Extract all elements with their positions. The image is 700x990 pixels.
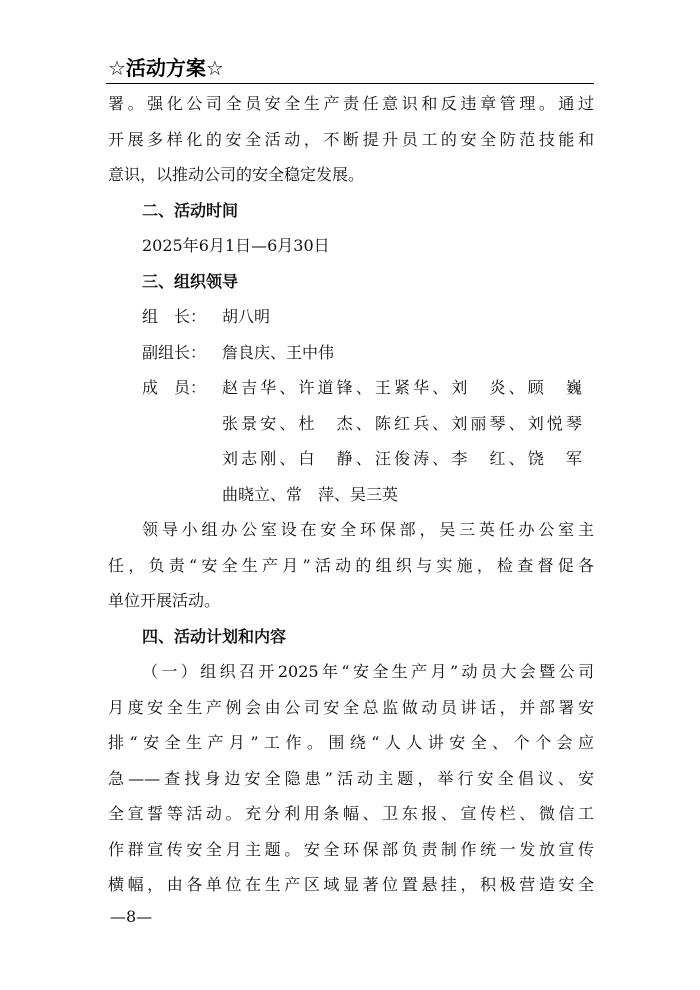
section-heading-plan: 四、活动计划和内容 (142, 626, 287, 646)
paragraph-line: 全宣誓等活动。充分利用条幅、卫东报、宣传栏、微信工 (108, 804, 594, 823)
paragraph-line: 任，负责“安全生产月”活动的组织与实施，检查督促各 (108, 555, 594, 575)
paragraph-line: 单位开展活动。 (108, 591, 221, 610)
activity-date: 2025年6月1日—6月30日 (142, 236, 330, 255)
page-number: —8— (110, 907, 153, 926)
paragraph-line: 意识，以推动公司的安全稳定发展。 (108, 165, 365, 184)
paragraph-line: 急——查找身边安全隐患”活动主题，举行安全倡议、安 (108, 768, 594, 788)
paragraph-line: 排“安全生产月”工作。围绕“人人讲安全、个个会应 (108, 733, 594, 752)
page-header-title: ☆活动方案☆ (108, 56, 224, 80)
member-names-line: 曲晓立、常 萍、吴三英 (222, 484, 399, 504)
header-divider (106, 83, 594, 84)
paragraph-line: 开展多样化的安全活动，不断提升员工的安全防范技能和 (108, 129, 594, 149)
deputy-names: 詹良庆、王中伟 (222, 342, 335, 362)
members-row (108, 406, 594, 442)
members-row (108, 441, 594, 477)
deputy-label: 副组长： (142, 342, 207, 362)
members-row (108, 370, 594, 406)
paragraph-line: 月度安全生产例会由公司安全总监做动员讲话，并部署安 (108, 697, 594, 717)
member-names-line: 赵吉华、许道锋、王紧华、刘 炎、顾 巍 (222, 378, 582, 397)
paragraph-line: 横幅，由各单位在生产区域显著位置悬挂，积极营造安全 (108, 875, 594, 894)
leader-row (108, 299, 594, 335)
members-row (108, 477, 594, 513)
leader-label: 组 长： (142, 307, 207, 326)
leader-name: 胡八明 (222, 307, 271, 326)
deputy-row (108, 335, 594, 371)
members-label: 成 员： (142, 378, 207, 397)
paragraph-line: （一）组织召开2025年“安全生产月”动员大会暨公司 (142, 662, 594, 681)
document-body (108, 86, 594, 903)
section-heading-leadership: 三、组织领导 (142, 271, 239, 291)
member-names-line: 刘志刚、白 静、汪俊涛、李 红、饶 军 (222, 449, 582, 468)
paragraph-line: 领导小组办公室设在安全环保部，吴三英任办公室主 (142, 520, 594, 539)
paragraph-line: 署。强化公司全员安全生产责任意识和反违章管理。通过 (108, 94, 594, 113)
member-names-line: 张景安、杜 杰、陈红兵、刘丽琴、刘悦琴 (222, 413, 582, 433)
paragraph-line: 作群宣传安全月主题。安全环保部负责制作统一发放宣传 (108, 839, 594, 859)
section-heading-time: 二、活动时间 (142, 200, 239, 220)
